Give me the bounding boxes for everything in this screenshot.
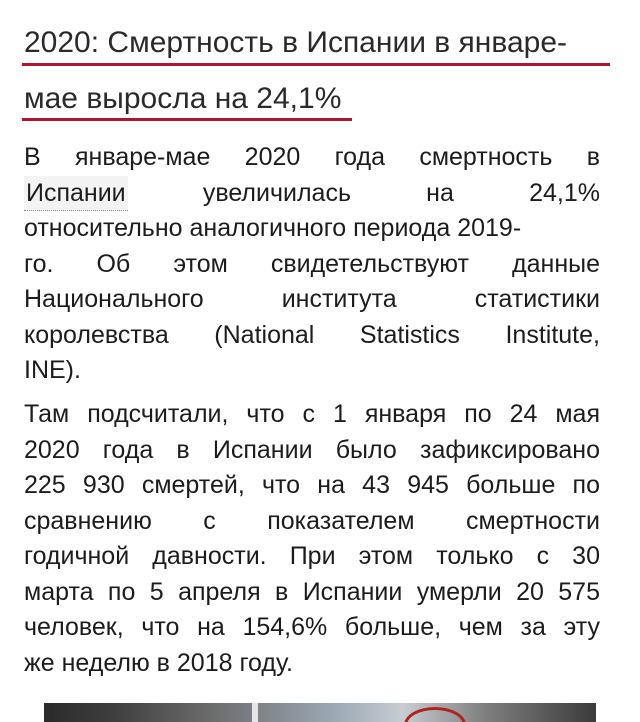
line-text: относительно аналогичного периода 2019- [24,214,522,242]
paragraph-line [24,176,600,212]
paragraph-line: Там подсчитали, что с 1 января по 24 мая [24,400,600,428]
paragraph-line [24,140,600,176]
paragraph-line: 2020 года в Испании было зафиксировано [24,435,600,464]
title-underline [22,118,352,121]
word: Statistics [359,320,460,349]
paragraph-line: годичной давности. При этом только с 30 [24,542,600,570]
paragraph-line [24,353,600,389]
spain-tag-link[interactable]: Испании [24,176,128,212]
article-title-line-1[interactable]: 2020: Смертность в Испании в январе- [24,26,568,59]
article-title-line-2[interactable]: мае выросла на 24,1% [24,82,342,115]
paragraph-line: сравнению с показателем смертности [24,506,600,535]
word: Национального [24,285,204,313]
word: королевства [24,320,169,349]
photo-detail [252,703,258,722]
word: института [281,285,397,313]
paragraph-line: человек, что на 154,6% больше, чем за эту [24,613,600,641]
article-photo[interactable] [44,703,596,722]
paragraph-line: же неделю в 2018 году. [24,648,293,677]
word: Institute, [505,320,600,349]
word: 24,1% [529,178,600,207]
word: смертность [419,143,553,171]
paragraph-line [24,282,600,318]
word: Об [96,249,131,278]
paragraph-line [24,318,600,354]
paragraph-line: марта по 5 апреля в Испании умерли 20 575 [24,577,600,606]
word: в [586,143,600,171]
word: увеличилась [202,178,351,207]
word: В [24,143,41,171]
word: статистики [474,285,600,313]
word: го. [24,249,54,278]
word: этом [173,249,228,278]
word: данные [512,249,600,278]
word: INE). [24,356,81,384]
article-paragraph-2 [24,397,600,681]
title-underline [22,63,610,66]
word: (National [214,320,315,349]
photo-sign [404,707,466,722]
word: январе-мае [74,143,211,171]
word: на [426,178,454,207]
paragraph-line [24,211,600,247]
word: свидетельствуют [270,249,469,278]
article-paragraph-1 [24,140,600,389]
paragraph-line: 225 930 смертей, что на 43 945 больше по [24,471,600,499]
paragraph-line [24,247,600,283]
word: года [334,143,386,171]
word: 2020 [244,143,301,171]
